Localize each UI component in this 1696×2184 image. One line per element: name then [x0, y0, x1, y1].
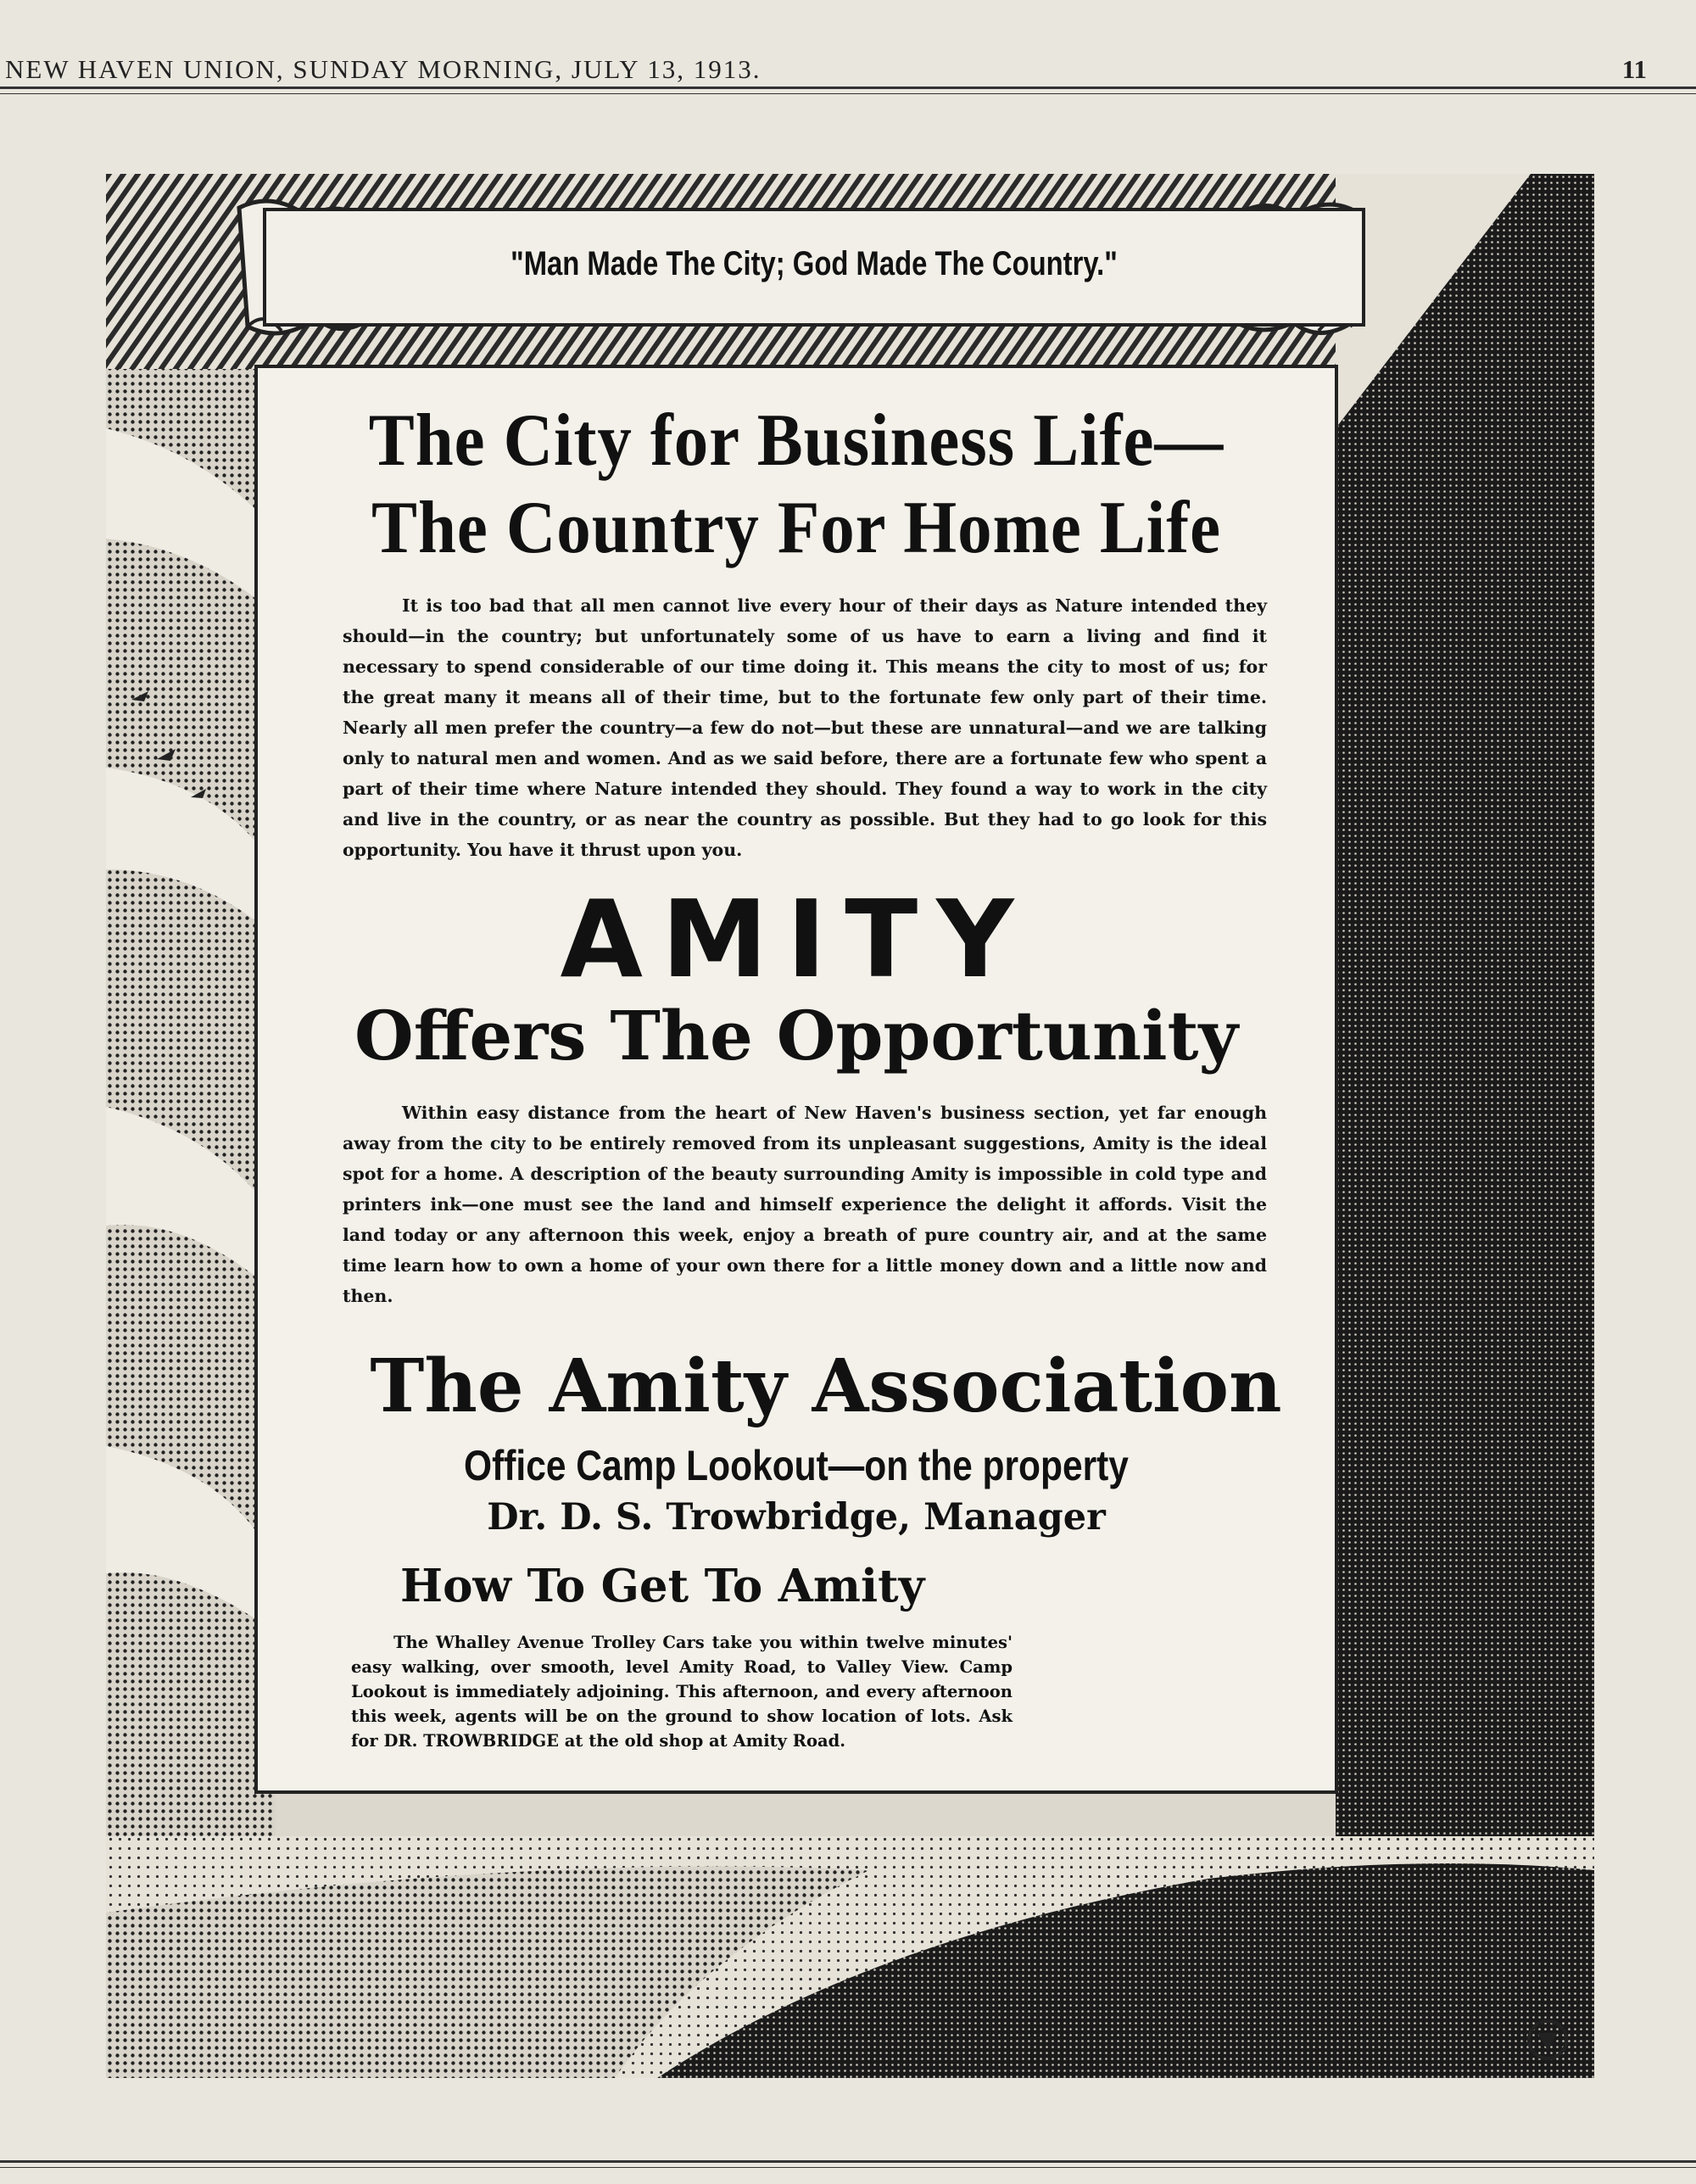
quote-banner [263, 208, 1365, 327]
banner-quote: "Man Made The City; God Made The Country." [510, 245, 1118, 282]
footer-rule [0, 2160, 1696, 2163]
footer-rule-thin [0, 2167, 1696, 2168]
publication-line: NEW HAVEN UNION, SUNDAY MORNING, JULY 13, 1913. [5, 54, 762, 84]
advertisement-text-panel [254, 365, 1338, 1794]
newspaper-masthead [0, 49, 1696, 92]
offers-line: Offers The Opportunity [354, 996, 1238, 1075]
header-rule [0, 87, 1696, 89]
directions-heading: How To Get To Amity [400, 1560, 925, 1612]
location-paragraph: Within easy distance from the heart of New Haven's business section, yet far enough away from the city to be entirely removed from its unpleasant suggestions, Amity is the ideal spot for a home. A description of the beauty surrounding Amity is impossible in cold type and printers ink—one must see the land and himself experience the delight it affords. Visit the land today or any afternoon this week, enjoy a breath of pure country air, and at the same time learn how to own a home of your own there for a little money down and a little now and then. [343, 1103, 1267, 1306]
office-line: Office Camp Lookout—on the property [464, 1442, 1129, 1489]
amity-title: AMITY [560, 877, 1033, 1002]
page-number: 11 [1621, 54, 1647, 84]
association-name: The Amity Association [370, 1343, 1282, 1429]
headline-line-2: The Country For Home Life [371, 487, 1221, 569]
manager-line: Dr. D. S. Trowbridge, Manager [487, 1496, 1106, 1539]
headline-line-1: The City for Business Life— [368, 399, 1225, 482]
intro-paragraph: It is too bad that all men cannot live every hour of their days as Nature intended they should—in the country; but unfortunately some of us have to earn a living and find it necessary to spend considerable of our time doing it. This means the city to most of us; for the great many it means all of their time, but to the fortunate few only part of their time. Nearly all men prefer the country—a few do not—but these are unnatural—and we are talking only to natural men and women. And as we said before, there are a fortunate few who spent a part of their time where Nature intended they should. They found a way to work in the city and live in the country, or as near the country as possible. But they had to go look for this opportunity. You have it thrust upon you. [343, 595, 1267, 860]
directions-paragraph: The Whalley Avenue Trolley Cars take you within twelve minutes' easy walking, over smooth, level Amity Road, to Valley View. Camp Lookout is immediately adjoining. This afternoon, and every afternoon this week, agents will be on the ground to show location of lots. Ask for DR. TROWBRIDGE at the old shop at Amity Road. [351, 1633, 1013, 1751]
header-rule-thin [0, 93, 1696, 94]
